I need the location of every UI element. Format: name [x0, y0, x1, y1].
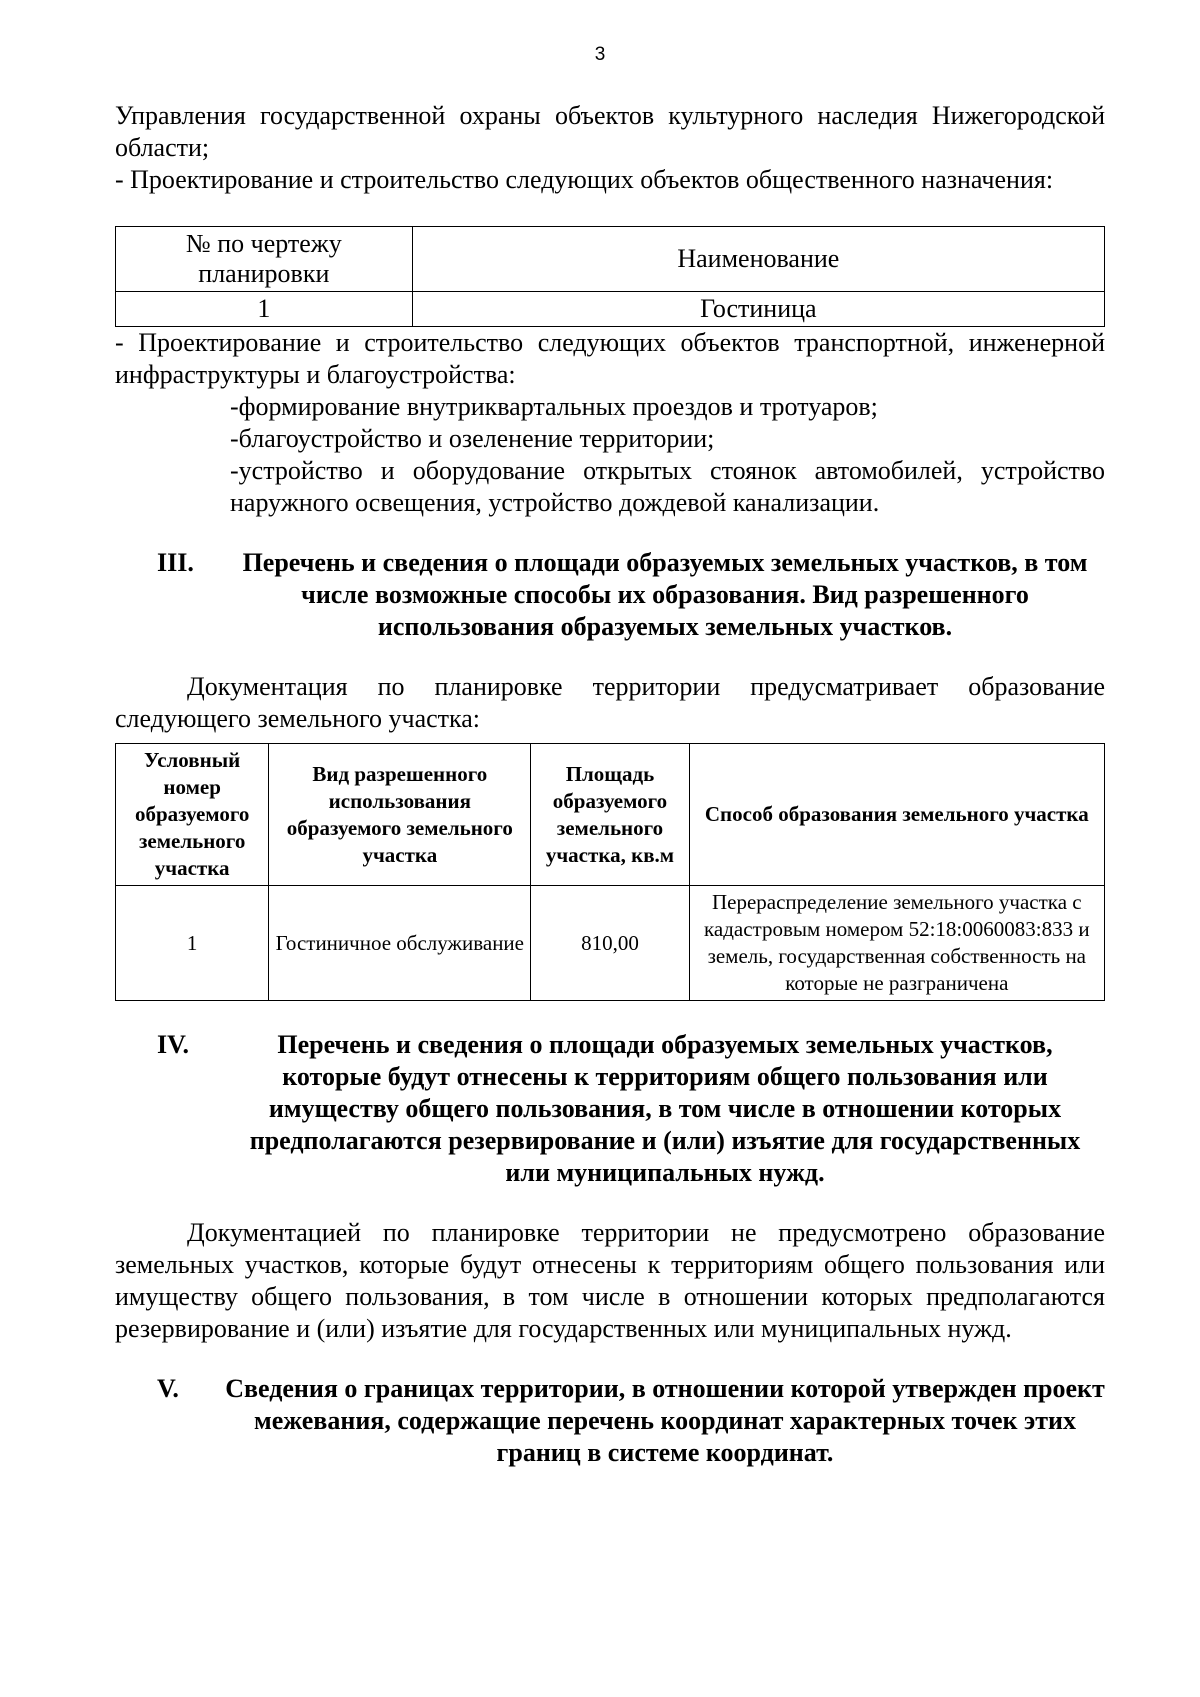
table-header-cell: Вид разрешенного использования образуемого земельного участка	[269, 744, 531, 886]
public-objects-table	[115, 226, 1105, 327]
section-number: IV.	[157, 1030, 190, 1059]
table-header-cell: Условный номер образуемого земельного участка	[116, 744, 269, 886]
section-number: V.	[157, 1374, 179, 1403]
section-number: III.	[157, 548, 194, 577]
table-cell: 1	[116, 292, 413, 327]
transport-intro: - Проектирование и строительство следующих объектов транспортной, инженерной инфраструктуры и благоустройства:	[115, 328, 1105, 389]
list-item: -формирование внутриквартальных проездов и тротуаров;	[230, 392, 878, 421]
table-cell: Гостиничное обслуживание	[269, 886, 531, 1001]
section-heading-3	[115, 547, 1105, 643]
list-item: -устройство и оборудование открытых стоянок автомобилей, устройство наружного освещения, устройство дождевой канализации.	[230, 456, 1105, 517]
table-row	[116, 886, 1105, 1001]
list-item: -благоустройство и озеленение территории;	[230, 424, 715, 453]
table-header-cell: Наименование	[412, 227, 1104, 292]
page-content	[115, 100, 1105, 1497]
table-cell: 810,00	[531, 886, 689, 1001]
table-header-row	[116, 744, 1105, 886]
table-cell: 1	[116, 886, 269, 1001]
table-header-cell: Способ образования земельного участка	[689, 744, 1104, 886]
table-cell: Гостиница	[412, 292, 1104, 327]
section-title: Сведения о границах территории, в отношении которой утвержден проект межевания, содержащие перечень координат характерных точек этих границ в системе координат.	[225, 1374, 1105, 1467]
section-title: Перечень и сведения о площади образуемых земельных участков, в том числе возможные способы их образования. Вид разрешенного использования образуемых земельных участков.	[242, 548, 1088, 641]
table-row	[116, 292, 1105, 327]
section-title: Перечень и сведения о площади образуемых земельных участков, которые будут отнесены к территориям общего пользования или имуществу общего пользования, в том числе в отношении которых предполагаются резервирование и (или) изъятие для государственных или муниципальных нужд.	[249, 1030, 1081, 1187]
table-header-row	[116, 227, 1105, 292]
section3-paragraph: Документация по планировке территории предусматривает образование следующего земельного участка:	[115, 672, 1105, 733]
page-number: 3	[594, 44, 606, 65]
section-heading-4	[115, 1029, 1105, 1189]
table-cell: Перераспределение земельного участка с кадастровым номером 52:18:0060083:833 и земель, государственная собственность на которые не разграничена	[689, 886, 1104, 1001]
public-objects-intro: - Проектирование и строительство следующих объектов общественного назначения:	[115, 165, 1054, 194]
section-heading-5	[115, 1373, 1105, 1469]
intro-paragraph: Управления государственной охраны объектов культурного наследия Нижегородской области;	[115, 101, 1105, 162]
section4-paragraph: Документацией по планировке территории не предусмотрено образование земельных участков, которые будут отнесены к территориям общего пользования или имуществу общего пользования, в том числе в отношении которых предполагаются резервирование и (или) изъятие для государственных или муниципальных нужд.	[115, 1218, 1105, 1343]
land-plots-table	[115, 743, 1105, 1001]
table-header-cell: № по чертежу планировки	[116, 227, 413, 292]
table-header-cell: Площадь образуемого земельного участка, кв.м	[531, 744, 689, 886]
